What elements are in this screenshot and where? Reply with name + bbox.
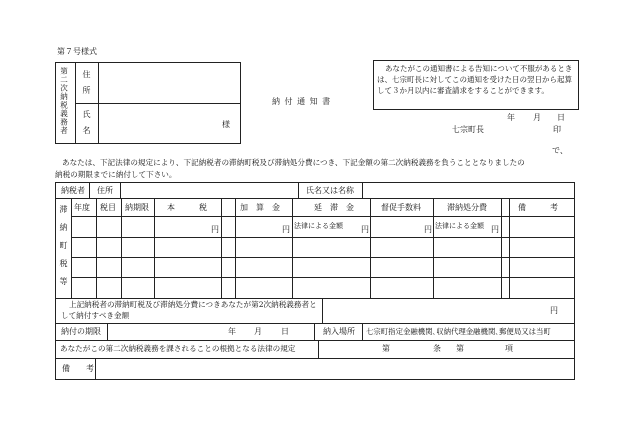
issue-day-label: 日 xyxy=(557,113,565,122)
issue-month-label: 月 xyxy=(533,113,541,122)
header-late-fee: 延 滞 金 xyxy=(314,203,354,212)
yen-additional: 円 xyxy=(282,225,290,234)
header-principal-tax: 本 税 xyxy=(167,203,207,212)
deadline-label: 納付の期限 xyxy=(61,327,101,336)
taxpayer-name-label: 氏名又は名称 xyxy=(306,186,354,195)
law-basis-label: あなたがこの第二次納税義務を課されることの根拠となる法律の規定 xyxy=(60,344,296,353)
name-label: 氏名 xyxy=(82,110,91,142)
disposition-legal-amount: 法律による金額 xyxy=(435,222,484,230)
taxpayer-address-label: 住所 xyxy=(97,186,113,195)
header-tax-item: 税目 xyxy=(100,203,116,212)
yen-disposition: 円 xyxy=(491,225,499,234)
issue-year-label: 年 xyxy=(507,113,515,122)
payment-place-value: 七宗町指定金融機関､収納代理金融機関､郵便局又は当町 xyxy=(366,327,551,336)
header-additional-tax: 加 算 金 xyxy=(240,203,280,212)
yen-reminder: 円 xyxy=(424,225,432,234)
header-remarks: 備 考 xyxy=(518,203,558,212)
header-fiscal-year: 年度 xyxy=(74,203,90,212)
deadline-month: 月 xyxy=(254,327,262,336)
delinquent-tax-side-label: 滞納町税等 xyxy=(59,205,68,295)
header-due-date: 納期限 xyxy=(125,203,149,212)
law-item-ko: 項 xyxy=(505,344,513,353)
issuer-name: 七宗町長 xyxy=(452,125,484,134)
law-article-dai: 第 xyxy=(382,344,390,353)
yen-late-fee: 円 xyxy=(361,225,369,234)
late-fee-legal-amount: 法律による金額 xyxy=(294,222,343,230)
payment-place-label: 納入場所 xyxy=(323,327,355,336)
issuer-seal: 印 xyxy=(553,125,561,134)
appeal-notice-text: あなたがこの通知書による告知について不服があるときは、七宗町長に対してこの通知を受けた日の翌日から起算して３か月以内に審査請求をすることができます。 xyxy=(377,64,573,95)
de-mark: で、 xyxy=(552,146,568,155)
address-label: 住所 xyxy=(82,70,91,102)
deadline-day: 日 xyxy=(281,327,289,336)
yen-principal: 円 xyxy=(211,225,219,234)
form-id: 第７号様式 xyxy=(57,47,97,56)
intro-line-1: あなたは、下記法律の規定により、下記納税者の滞納町税及び滞納処分費につき、下記金額の第二次納税義務を負うこととなりましたの xyxy=(62,158,525,167)
deadline-year: 年 xyxy=(228,327,236,336)
law-item-dai: 第 xyxy=(456,344,464,353)
total-amount-label: 上記納税者の滞納町税及び滞納処分費につきあなたが第2次納税義務者として納付すべき金額 xyxy=(61,300,317,320)
law-article-jo: 条 xyxy=(433,344,441,353)
document-title: 納 付 通 知 書 xyxy=(272,97,332,106)
honorific-sama: 様 xyxy=(222,120,230,129)
total-yen: 円 xyxy=(550,306,558,315)
intro-line-2: 納税の期限までに納付して下さい。 xyxy=(55,170,177,179)
remarks-label: 備 考 xyxy=(62,364,94,373)
header-disposition-fee: 滞納処分費 xyxy=(447,203,487,212)
header-reminder-fee: 督促手数料 xyxy=(381,203,421,212)
taxpayer-label: 納税者 xyxy=(61,186,85,195)
second-taxpayer-vertical-title: 第二次納税義務者 xyxy=(59,67,69,135)
